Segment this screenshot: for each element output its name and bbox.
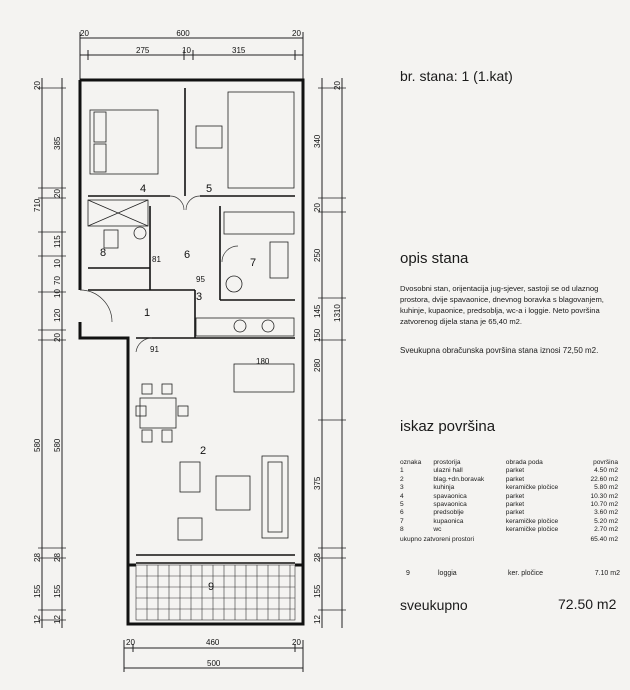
dim-right-1310: 1310	[333, 304, 342, 322]
dim-left-155: 155	[33, 584, 42, 598]
dim-left-28b: 28	[53, 553, 62, 562]
row-num: 6	[400, 509, 404, 517]
description-heading: opis stana	[400, 250, 469, 267]
row-floor: parket	[505, 475, 525, 483]
table-row	[398, 509, 620, 517]
row-num: 4	[400, 492, 404, 500]
grand-total-value: 72.50 m2	[558, 596, 617, 612]
row-room: spavaonica	[433, 501, 467, 509]
room-label-2: 2	[200, 445, 207, 457]
room-label-3: 3	[196, 291, 203, 303]
dim-left-12b: 12	[53, 615, 62, 624]
dim-right-155: 155	[313, 584, 322, 598]
table-row	[398, 484, 620, 492]
dim-left-70: 70	[53, 276, 62, 285]
room-label-6: 6	[184, 249, 191, 261]
table-row	[398, 501, 620, 509]
table-row	[398, 518, 620, 526]
loggia-num: 9	[406, 570, 410, 577]
room-label-1: 1	[144, 307, 151, 319]
dim-left-120: 120	[53, 308, 62, 322]
dim-right-20: 20	[333, 81, 342, 90]
dim-left-155b: 155	[53, 584, 62, 598]
dim-bottom-right-20: 20	[292, 638, 301, 647]
areas-table	[398, 459, 620, 544]
total-area-line: Sveukupna obračunska površina stana iznosi 72,50 m2.	[400, 346, 599, 355]
dim-bottom-left-20: 20	[126, 638, 135, 647]
row-num: 1	[400, 467, 404, 475]
dim-left-580: 580	[33, 438, 42, 452]
row-room: predsoblje	[433, 509, 464, 517]
row-area: 5.80 m2	[594, 484, 618, 492]
description-text: Dvosobni stan, orijentacija jug-sjever, sastoji se od ulaznog prostora, dvije spavaonice, dnevnog boravka s blagovanjem, kuhinje, kupaonice, predsoblja, wc-a i loggie. Neto površina zatvorenog dijela stana je 65,40 m2.	[400, 284, 604, 326]
dim-inner-81: 81	[152, 255, 161, 264]
room-label-9: 9	[208, 581, 215, 593]
dim-left-580b: 580	[53, 438, 62, 452]
row-num: 2	[400, 475, 404, 483]
col-obrada-poda: obrada poda	[505, 459, 543, 466]
dim-inner-180: 180	[256, 357, 270, 366]
dim-left-10: 10	[53, 259, 62, 268]
row-room: spavaonica	[433, 492, 467, 500]
areas-table-header	[398, 459, 620, 467]
row-num: 3	[400, 484, 404, 492]
dim-top-total: 600	[176, 29, 190, 38]
dim-top-left-20: 20	[80, 29, 89, 38]
grand-total-label: sveukupno	[400, 597, 468, 613]
row-room: blag.+dn.boravak	[433, 475, 485, 483]
loggia-room: loggia	[438, 570, 457, 577]
dim-right-280: 280	[313, 358, 322, 372]
row-num: 8	[400, 526, 404, 534]
loggia-area: 7.10 m2	[594, 570, 620, 577]
dim-bottom-500: 500	[207, 659, 221, 668]
dim-bottom-460: 460	[206, 638, 220, 647]
dim-top-275: 275	[136, 46, 150, 55]
room-label-7: 7	[250, 257, 257, 269]
table-row	[398, 493, 620, 501]
row-floor: parket	[505, 501, 525, 509]
dim-right-150: 150	[313, 328, 322, 342]
dim-right-340: 340	[313, 134, 322, 148]
dim-left-385: 385	[53, 136, 62, 150]
dim-top-right-20: 20	[292, 29, 301, 38]
row-area: 4.50 m2	[594, 467, 618, 475]
row-room: ulazni hall	[433, 467, 463, 475]
subtotal-row	[398, 535, 620, 544]
row-area: 10.70 m2	[590, 501, 618, 509]
loggia-floor: ker. pločice	[508, 570, 544, 577]
col-prostorija: prostorija	[433, 459, 461, 466]
dim-left-20c: 20	[53, 333, 62, 342]
room-label-8: 8	[100, 247, 107, 259]
dim-right-375: 375	[313, 476, 322, 490]
row-area: 2.70 m2	[594, 526, 618, 534]
dim-top-315: 315	[232, 46, 246, 55]
apartment-title: br. stana: 1 (1.kat)	[400, 68, 513, 84]
row-room: kuhinja	[433, 484, 455, 492]
dim-left-12: 12	[33, 615, 42, 624]
table-row	[398, 526, 620, 534]
dim-left-28: 28	[33, 553, 42, 562]
dim-inner-91: 91	[150, 345, 159, 354]
dim-left-20: 20	[33, 81, 42, 90]
dim-left-115: 115	[53, 235, 62, 248]
row-floor: parket	[505, 509, 525, 517]
table-row	[398, 467, 620, 475]
row-num: 7	[400, 517, 404, 525]
row-floor: keramičke pločice	[505, 517, 559, 525]
dim-inner-95: 95	[196, 275, 205, 284]
row-floor: keramičke pločice	[505, 526, 559, 534]
dim-right-20b: 20	[313, 203, 322, 212]
dim-right-28: 28	[313, 553, 322, 562]
row-num: 5	[400, 501, 404, 509]
col-oznaka: oznaka	[400, 459, 422, 466]
dim-top-10: 10	[182, 46, 191, 55]
table-row	[398, 476, 620, 484]
areas-heading: iskaz površina	[400, 418, 496, 435]
col-povrsina: površina	[593, 459, 618, 466]
dim-right-12: 12	[313, 615, 322, 624]
room-label-4: 4	[140, 183, 147, 195]
row-area: 5.20 m2	[594, 517, 618, 525]
dim-left-20b: 20	[53, 189, 62, 198]
dim-left-710: 710	[33, 198, 42, 212]
dim-left-10b: 10	[53, 289, 62, 298]
dim-right-145: 145	[313, 304, 322, 318]
row-area: 10.30 m2	[590, 492, 618, 500]
subtotal-label: ukupno zatvoreni prostori	[400, 535, 475, 543]
room-label-5: 5	[206, 183, 213, 195]
dim-right-250: 250	[313, 248, 322, 262]
row-floor: keramičke pločice	[505, 484, 559, 492]
row-floor: parket	[505, 492, 525, 500]
row-floor: parket	[505, 467, 525, 475]
row-room: wc	[433, 526, 442, 534]
row-room: kupaonica	[433, 517, 464, 525]
subtotal-value: 65.40 m2	[590, 535, 618, 543]
row-area: 22.60 m2	[590, 475, 618, 483]
row-area: 3.60 m2	[594, 509, 618, 517]
